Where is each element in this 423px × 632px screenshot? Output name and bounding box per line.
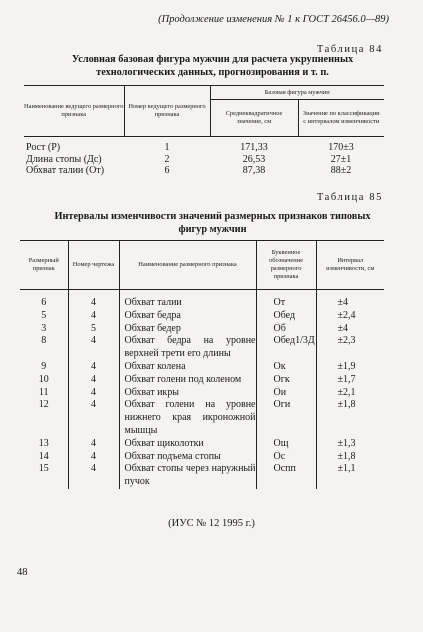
t84-row-mean: 171,33 xyxy=(240,142,268,153)
t85-row-code: Огк xyxy=(256,374,316,387)
t85-row-interval: ±1,3 xyxy=(337,437,356,449)
t84-row-value: 27±1 xyxy=(330,153,352,165)
table-85 xyxy=(20,240,384,489)
t85-row-drawing: 4 xyxy=(68,374,119,387)
t85-row-drawing: 4 xyxy=(68,438,119,451)
t85-row-name: Обхват бедра на уровне верхней трети его длины xyxy=(119,335,256,361)
t85-row-feature: 9 xyxy=(20,361,68,374)
t85-row-drawing: 4 xyxy=(68,387,119,400)
t85-row-drawing: 4 xyxy=(68,451,119,464)
t84-row-value: 88±2 xyxy=(330,165,352,176)
t85-row-name: Обхват щиколотки xyxy=(119,438,256,451)
t84-row-number: 1 xyxy=(164,142,170,153)
t85-row-name: Обхват икры xyxy=(119,387,256,400)
t85-row-feature: 14 xyxy=(20,451,68,464)
table-84 xyxy=(24,85,384,177)
t84-row-value: 170±3 xyxy=(328,142,354,153)
t85-header-code: Буквенное обозначение размерного признака xyxy=(256,241,316,290)
t85-row-drawing: 4 xyxy=(68,335,119,361)
t85-header-feature: Размерный признак xyxy=(20,241,68,290)
t85-row-interval: ±1,9 xyxy=(337,360,356,372)
table-row xyxy=(20,451,384,464)
t84-row-mean: 26,53 xyxy=(242,153,266,165)
page-number: 48 xyxy=(17,567,28,578)
table-row xyxy=(24,137,384,154)
document-header: (Продолжение изменения № 1 к ГОСТ 26456.0—89) xyxy=(158,14,389,25)
t85-row-feature: 8 xyxy=(20,335,68,361)
t85-row-name: Обхват голени под коленом xyxy=(119,374,256,387)
t84-header-name: Наименование ведущего размерного признака xyxy=(24,86,124,137)
t85-row-feature: 13 xyxy=(20,438,68,451)
t85-row-interval: ±2,4 xyxy=(337,309,356,321)
table-row xyxy=(20,335,384,361)
t85-row-name: Обхват голени на уровне нижнего края икроножной мышцы xyxy=(119,399,256,437)
t84-header-class-value: Значение по классификации с интервалом изменчивости xyxy=(298,100,384,137)
t85-row-feature: 10 xyxy=(20,374,68,387)
t84-header-number: Номер ведущего размерного признака xyxy=(124,86,210,137)
t85-row-feature: 5 xyxy=(20,310,68,323)
t84-row-mean: 87,38 xyxy=(242,165,266,176)
t85-row-drawing: 4 xyxy=(68,290,119,310)
t85-row-feature: 3 xyxy=(20,323,68,336)
t85-row-code: Ос xyxy=(256,451,316,464)
t85-row-interval: ±4 xyxy=(337,322,348,334)
table-row xyxy=(20,374,384,387)
t85-row-name: Обхват бедра xyxy=(119,310,256,323)
t84-header-mean: Среднеквадратичное значение, см xyxy=(210,100,298,137)
t85-row-name: Обхват бедер xyxy=(119,323,256,336)
t85-row-code: Оспп xyxy=(256,463,316,489)
t85-row-drawing: 4 xyxy=(68,399,119,437)
table-row xyxy=(24,154,384,166)
t85-row-code: Обед xyxy=(256,310,316,323)
t84-row-name: Длина стопы (Дс) xyxy=(26,153,102,165)
t84-row-number: 2 xyxy=(164,153,170,165)
t85-row-interval: ±2,3 xyxy=(337,335,356,347)
t85-row-feature: 11 xyxy=(20,387,68,400)
t85-row-name: Обхват колена xyxy=(119,361,256,374)
t85-row-feature: 6 xyxy=(20,290,68,310)
t84-row-name: Рост (Р) xyxy=(26,142,61,153)
t85-row-feature: 12 xyxy=(20,399,68,437)
t85-row-code: Ок xyxy=(256,361,316,374)
table-row xyxy=(20,463,384,489)
t85-row-interval: ±4 xyxy=(337,297,348,308)
t85-row-feature: 15 xyxy=(20,463,68,489)
t85-row-code: Обед1/3Д xyxy=(256,335,316,361)
t85-row-code: От xyxy=(256,290,316,310)
table-row xyxy=(20,290,384,310)
t85-row-drawing: 4 xyxy=(68,310,119,323)
t85-row-code: Оги xyxy=(256,399,316,437)
t85-header-drawing: Номер чертежа xyxy=(68,241,119,290)
t85-row-interval: ±2,1 xyxy=(337,386,356,398)
t85-row-interval: ±1,1 xyxy=(337,463,356,475)
table-84-label: Таблица 84 xyxy=(316,44,383,55)
t85-row-drawing: 4 xyxy=(68,463,119,489)
table-row xyxy=(20,399,384,437)
table-85-label: Таблица 85 xyxy=(316,192,383,203)
t85-row-interval: ±1,8 xyxy=(337,399,356,411)
ius-reference: (ИУС № 12 1995 г.) xyxy=(168,518,255,529)
table-85-title: Интервалы изменчивости значений размерных признаков типовых фигур мужчин xyxy=(54,211,371,235)
table-row xyxy=(20,361,384,374)
table-84-title: Условная базовая фигура мужчин для расчета укрупненных технологических данных, прогнозирования и т. п. xyxy=(71,54,354,78)
t85-row-drawing: 5 xyxy=(68,323,119,336)
t85-row-name: Обхват талии xyxy=(119,290,256,310)
t84-row-number: 6 xyxy=(164,165,170,176)
t85-row-code: Об xyxy=(256,323,316,336)
table-row xyxy=(20,438,384,451)
t85-row-drawing: 4 xyxy=(68,361,119,374)
t85-row-interval: ±1,7 xyxy=(337,373,356,385)
table-row xyxy=(20,310,384,323)
t85-row-interval: ±1,8 xyxy=(337,450,356,462)
t84-row-name: Обхват талии (От) xyxy=(26,165,105,176)
t85-row-code: Ои xyxy=(256,387,316,400)
t85-row-name: Обхват стопы через наружный пучок xyxy=(119,463,256,489)
table-row xyxy=(24,165,384,177)
table-row xyxy=(20,387,384,400)
t85-header-name: Наименование размерного признака xyxy=(119,241,256,290)
table-row xyxy=(20,323,384,336)
t85-row-name: Обхват подъема стопы xyxy=(119,451,256,464)
t85-row-code: Ощ xyxy=(256,438,316,451)
t84-header-base-figure: Базовая фигура мужчин xyxy=(210,86,384,100)
t85-header-interval: Интервал изменчивости, см xyxy=(316,241,384,290)
